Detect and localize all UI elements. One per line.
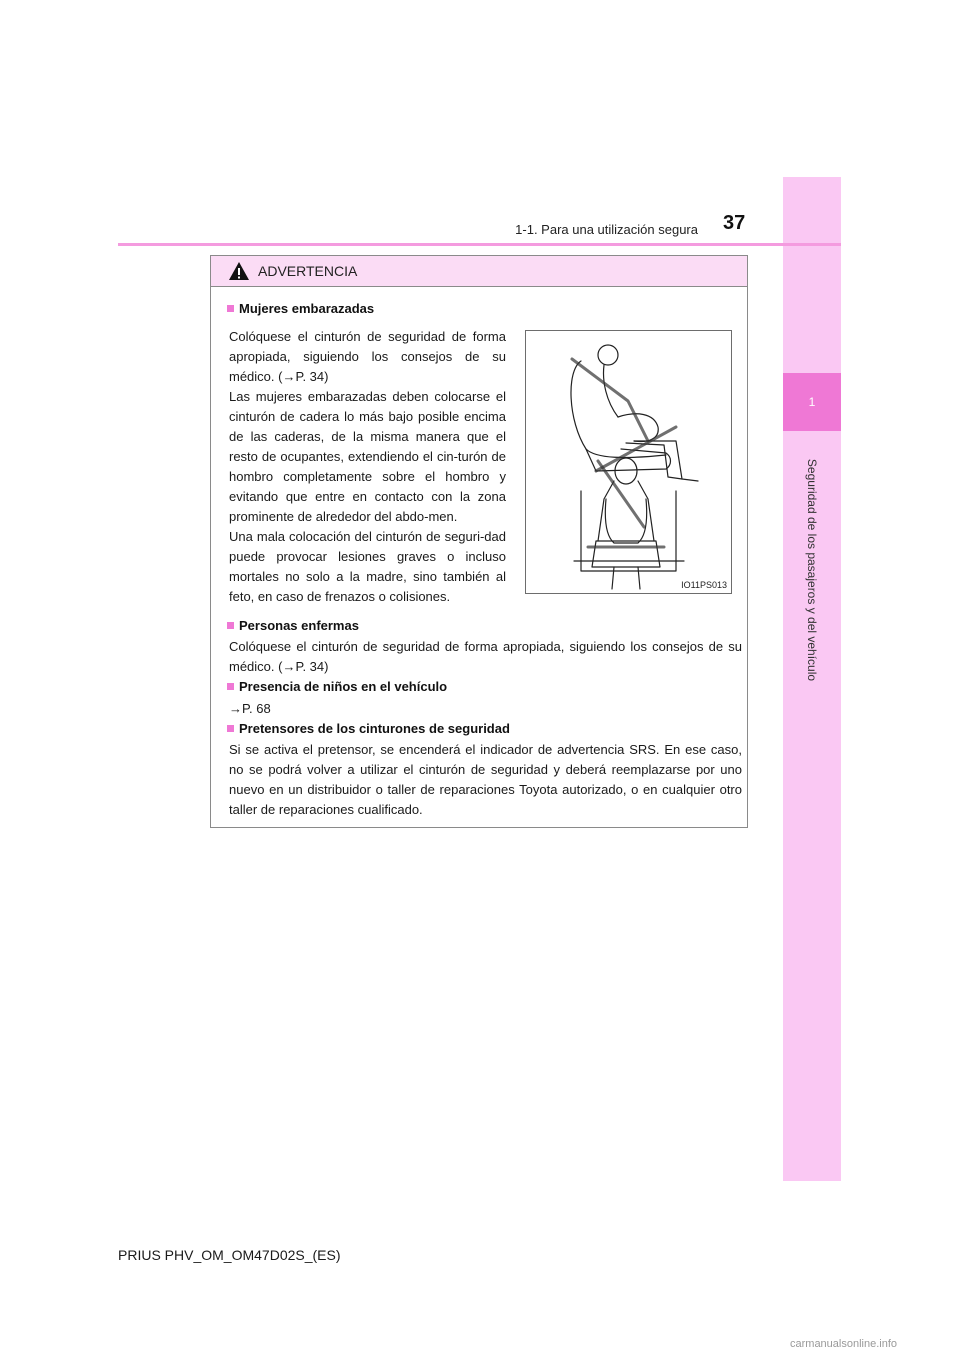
warning-header xyxy=(211,256,747,287)
pregnant-paragraph-2: Las mujeres embarazadas deben colocarse el cinturón de cadera lo más bajo posible encima de las caderas, de la misma manera que el resto de ocupantes, extendiendo el cin-turón de hombro completamente sobre el hombro y evitando que entre en contacto con la zona prominente de alrededor del abdo-men. xyxy=(229,389,506,524)
seatbelt-drawing xyxy=(526,331,731,593)
pregnant-paragraph-1: Colóquese el cinturón de seguridad de forma apropiada, siguiendo los consejos de su médico. (→P. 34) xyxy=(229,329,506,384)
bullet-square-icon xyxy=(227,725,234,732)
pretensioners-paragraph: Si se activa el pretensor, se encenderá el indicador de advertencia SRS. En ese caso, no se podrá volver a utilizar el cinturón de seguridad y deberá reemplazarse por uno nuevo en un distribuidor o taller de reparaciones Toyota autorizado, o en cualquier otro taller de reparaciones cualificado. xyxy=(229,742,742,817)
bullet-square-icon xyxy=(227,622,234,629)
section-heading-pregnant: Mujeres embarazadas xyxy=(227,301,374,316)
children-reference-link[interactable]: →P. 68 xyxy=(229,701,271,716)
page-number: 37 xyxy=(723,212,746,234)
watermark[interactable]: carmanualsonline.info xyxy=(790,1338,898,1350)
section-heading-sick: Personas enfermas xyxy=(227,618,359,633)
illustration-code: IO11PS013 xyxy=(681,580,727,590)
bullet-square-icon xyxy=(227,683,234,690)
chapter-number[interactable]: 1 xyxy=(783,373,841,431)
pregnant-seatbelt-illustration xyxy=(525,330,732,594)
section-heading-pretensioners: Pretensores de los cinturones de seguridad xyxy=(227,721,510,736)
bullet-square-icon xyxy=(227,305,234,312)
header-rule xyxy=(118,243,841,246)
section-title: 1-1. Para una utilización segura xyxy=(515,222,698,237)
warning-triangle-icon xyxy=(228,261,250,281)
pregnant-paragraph-3: Una mala colocación del cinturón de seguri-dad puede provocar lesiones graves o incluso mortales no solo a la madre, sino también al feto, en caso de frenazos o colisiones. xyxy=(229,529,506,604)
warning-label: ADVERTENCIA xyxy=(258,263,358,279)
section-heading-children: Presencia de niños en el vehículo xyxy=(227,679,447,694)
document-code: PRIUS PHV_OM_OM47D02S_(ES) xyxy=(118,1247,341,1263)
chapter-title: Seguridad de los pasajeros y del vehículo xyxy=(805,458,819,682)
sick-paragraph: Colóquese el cinturón de seguridad de forma apropiada, siguiendo los consejos de su médico. (→P. 34) xyxy=(229,639,742,674)
warning-box xyxy=(210,255,748,828)
